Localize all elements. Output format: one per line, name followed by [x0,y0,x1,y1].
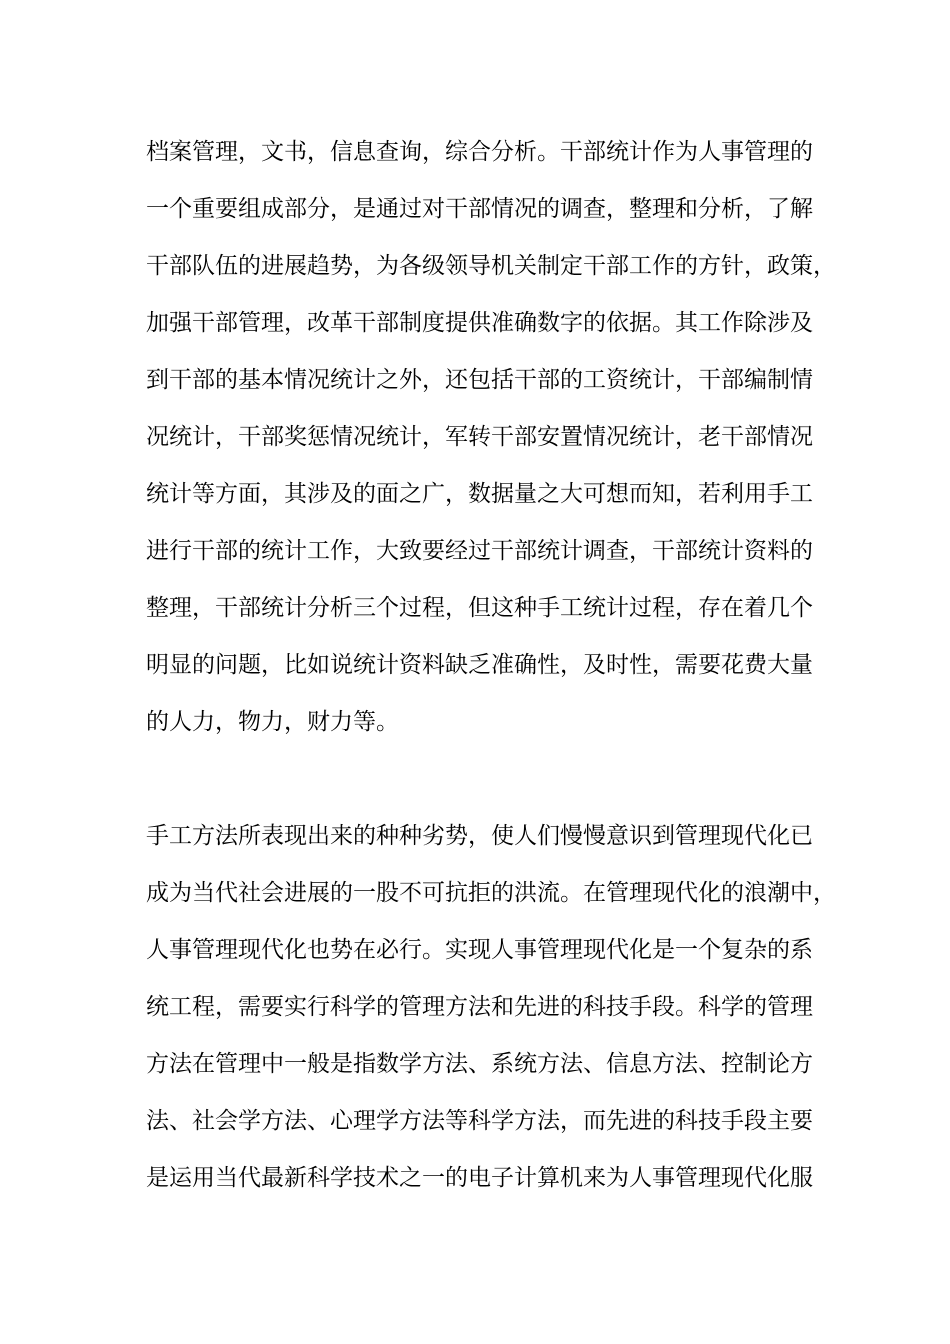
text-line: 一个重要组成部分，是通过对干部情况的调查，整理和分析，了解 [146,196,813,222]
text-line: 整理，干部统计分析三个过程，但这种手工统计过程，存在着几个 [146,595,813,621]
text-line: 统计等方面，其涉及的面之广，数据量之大可想而知，若利用手工 [146,481,813,507]
text-line: 人事管理现代化也势在必行。实现人事管理现代化是一个复杂的系 [146,937,813,963]
text-line: 手工方法所表现出来的种种劣势，使人们慢慢意识到管理现代化已 [146,823,813,849]
text-line: 干部队伍的进展趋势，为各级领导机关制定干部工作的方针，政策， [146,253,836,279]
paragraph-1 [146,130,836,757]
text-line: 档案管理，文书，信息查询，综合分析。干部统计作为人事管理的 [146,139,813,165]
text-line: 统工程，需要实行科学的管理方法和先进的科技手段。科学的管理 [146,994,813,1020]
text-line: 进行干部的统计工作，大致要经过干部统计调查，干部统计资料的 [146,538,813,564]
text-line: 明显的问题，比如说统计资料缺乏准确性，及时性，需要花费大量 [146,652,813,678]
paragraph-2 [146,814,836,1213]
text-line: 是运用当代最新科学技术之一的电子计算机来为人事管理现代化服 [146,1165,813,1191]
text-line: 成为当代社会进展的一股不可抗拒的洪流。在管理现代化的浪潮中， [146,880,836,906]
text-line: 况统计，干部奖惩情况统计，军转干部安置情况统计，老干部情况 [146,424,813,450]
text-line: 到干部的基本情况统计之外，还包括干部的工资统计，干部编制情 [146,367,813,393]
text-line: 法、社会学方法、心理学方法等科学方法，而先进的科技手段主要 [146,1108,813,1134]
text-line: 加强干部管理，改革干部制度提供准确数字的依据。其工作除涉及 [146,310,813,336]
text-line: 方法在管理中一般是指数学方法、系统方法、信息方法、控制论方 [146,1051,813,1077]
text-line: 的人力，物力，财力等。 [146,709,399,735]
